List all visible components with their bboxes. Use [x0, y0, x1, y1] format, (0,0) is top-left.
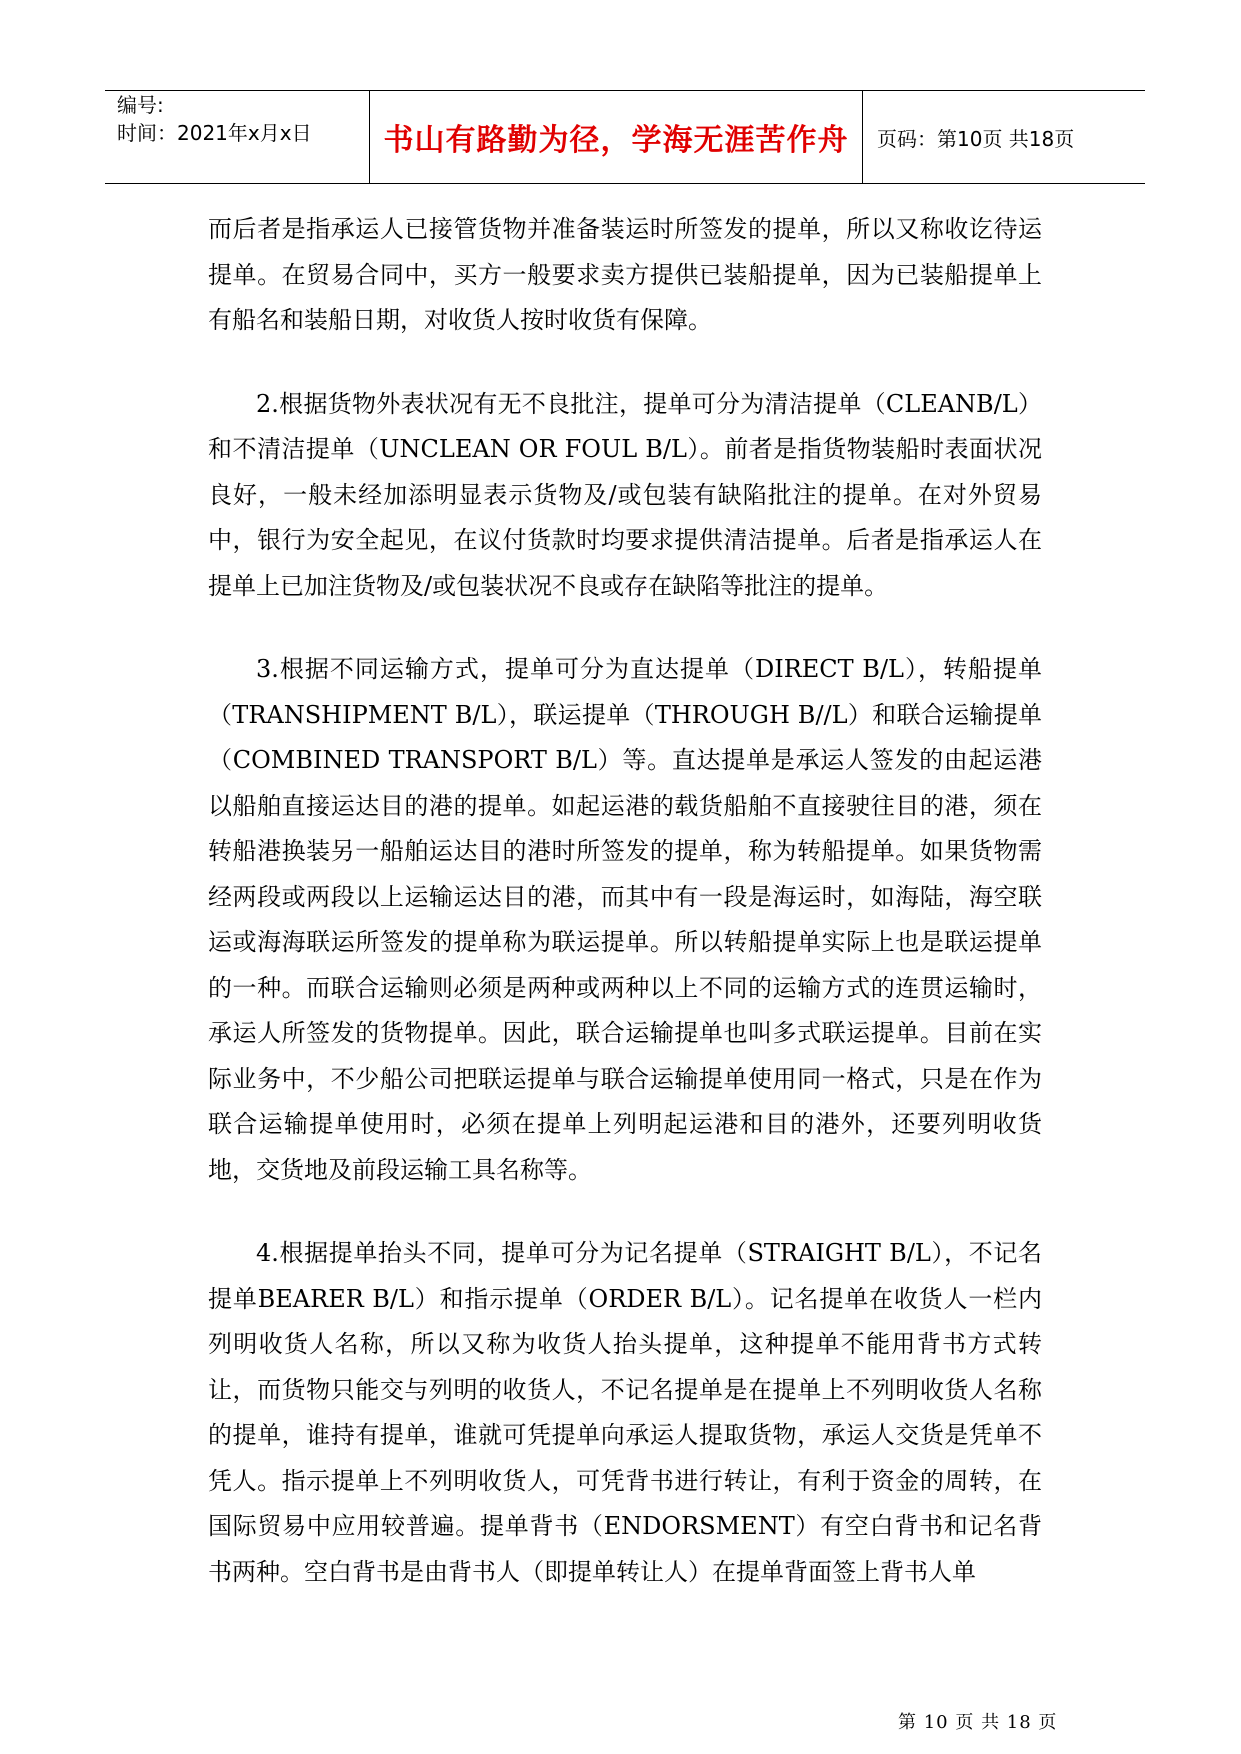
document-time-label: 时间：2021年x月x日 [117, 121, 312, 145]
page-header [105, 90, 1145, 184]
header-motto-cell [370, 91, 863, 183]
header-page-cell [863, 91, 1145, 183]
page-footer: 第 10 页 共 18 页 [898, 1712, 1058, 1733]
header-meta-cell [105, 91, 370, 183]
header-page-info: 页码：第10页 共18页 [877, 126, 1075, 151]
body-paragraph: 而后者是指承运人已接管货物并准备装运时所签发的提单，所以又称收讫待运提单。在贸易合同中，买方一般要求卖方提供已装船提单，因为已装船提单上有船名和装船日期，对收货人按时收货有保障。 [208, 215, 1042, 334]
header-motto: 书山有路勤为径，学海无涯苦作舟 [383, 123, 849, 158]
body-paragraph: 3.根据不同运输方式，提单可分为直达提单（DIRECT B/L），转船提单（TRANSHIPMENT B/L），联运提单（THROUGH B//L）和联合运输提单（COMBINED TRANSPORT B/L）等。直达提单是承运人签发的由起运港以船舶直接运达目的港的提单。如起运港的载货船舶不直接驶往目的港，须在转船港换装另一船舶运达目的港时所签发的提单，称为转船提单。如果货物需经两段或两段以上运输运达目的港，而其中有一段是海运时，如海陆，海空联运或海海联运所签发的提单称为联运提单。所以转船提单实际上也是联运提单的一种。而联合运输则必须是两种或两种以上不同的运输方式的连贯运输时，承运人所签发的货物提单。因此，联合运输提单也叫多式联运提单。目前在实际业务中，不少船公司把联运提单与联合运输提单使用同一格式，只是在作为联合运输提单使用时，必须在提单上列明起运港和目的港外，还要列明收货地，交货地及前段运输工具名称等。 [208, 655, 1042, 1184]
document-code-label: 编号: [117, 93, 164, 117]
document-body [208, 207, 1042, 1595]
body-paragraph: 4.根据提单抬头不同，提单可分为记名提单（STRAIGHT B/L），不记名提单BEARER B/L）和指示提单（ORDER B/L）。记名提单在收货人一栏内列明收货人名称，所以又称为收货人抬头提单，这种提单不能用背书方式转让，而货物只能交与列明的收货人，不记名提单是在提单上不列明收货人名称的提单，谁持有提单，谁就可凭提单向承运人提取货物，承运人交货是凭单不凭人。指示提单上不列明收货人，可凭背书进行转让，有利于资金的周转，在国际贸易中应用较普遍。提单背书（ENDORSMENT）有空白背书和记名背书两种。空白背书是由背书人（即提单转让人）在提单背面签上背书人单 [208, 1239, 1042, 1586]
body-paragraph: 2.根据货物外表状况有无不良批注，提单可分为清洁提单（CLEANB/L）和不清洁提单（UNCLEAN OR FOUL B/L）。前者是指货物装船时表面状况良好，一般未经加添明显表示货物及/或包装有缺陷批注的提单。在对外贸易中，银行为安全起见，在议付货款时均要求提供清洁提单。后者是指承运人在提单上已加注货物及/或包装状况不良或存在缺陷等批注的提单。 [208, 389, 1042, 600]
